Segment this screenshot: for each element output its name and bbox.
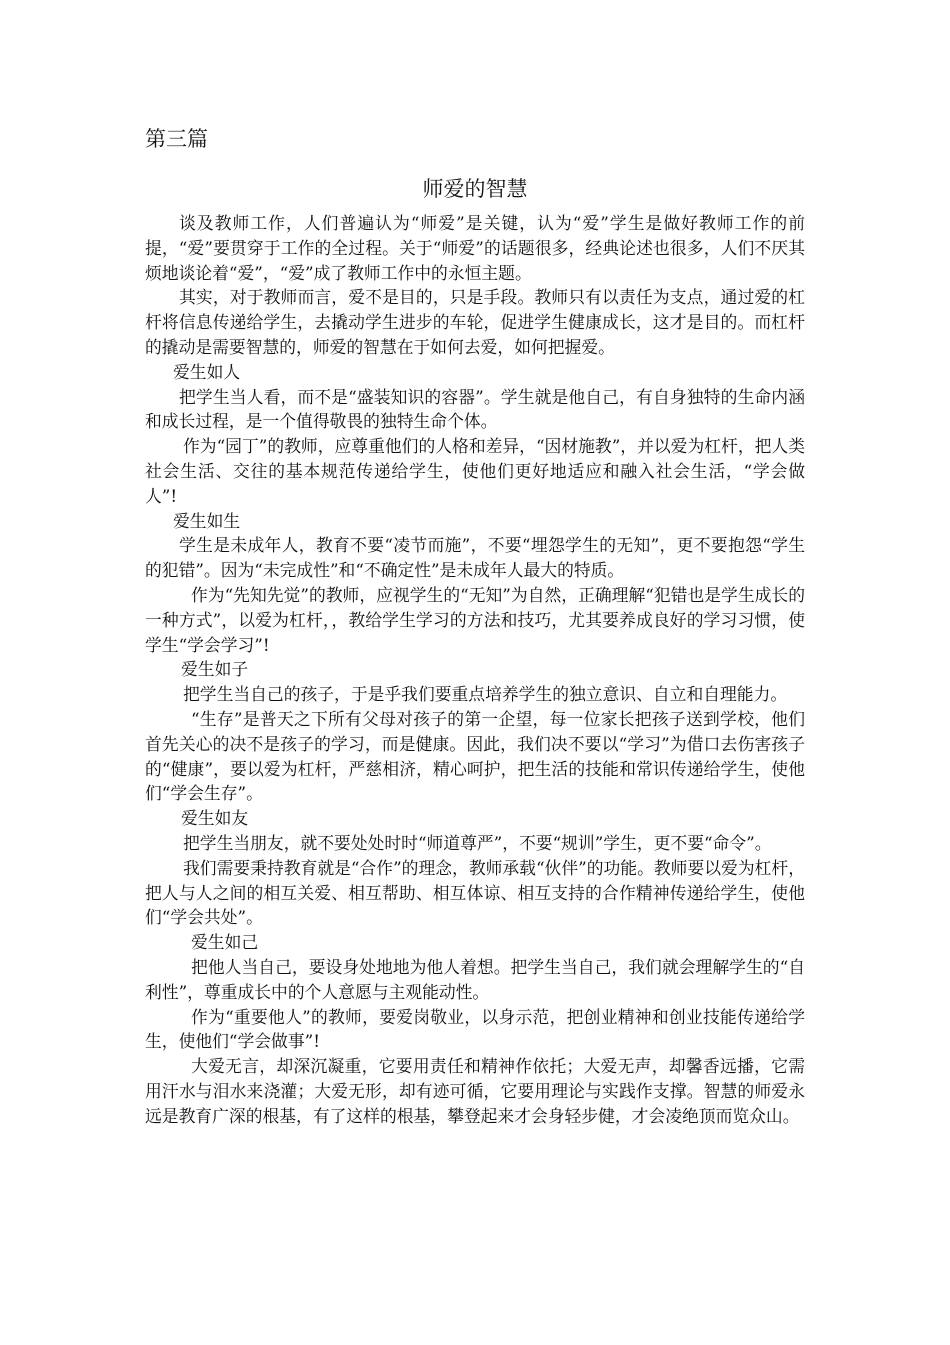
paragraph: 我们需要秉持教育就是“合作”的理念，教师承载“伙伴”的功能。教师要以爱为杠杆，把人与人之间的相互关爱、相互帮助、相互体谅、相互支持的合作精神传递给学生，使他们“学会共处”。 — [145, 857, 805, 928]
paragraph: “生存”是普天之下所有父母对孩子的第一企望，每一位家长把孩子送到学校，他们首先关心的决不是孩子的学习，而是健康。因此，我们决不要以“学习”为借口去伤害孩子的“健康”，要以爱为杠杆，严慈相济，精心呵护，把生活的技能和常识传递给学生，使他们“学会生存”。 — [145, 708, 805, 804]
paragraph-intro: 谈及教师工作，人们普遍认为“师爱”是关键，认为“爱”学生是做好教师工作的前提，“爱”要贯穿于工作的全过程。关于“师爱”的话题很多，经典论述也很多，人们不厌其烦地谈论着“爱”，“爱”成了教师工作中的永恒主题。 — [145, 213, 805, 283]
paragraph: 把他人当自己，要设身处地地为他人着想。把学生当自己，我们就会理解学生的“自利性”，尊重成长中的个人意愿与主观能动性。 — [145, 956, 805, 1002]
paragraph: 把学生当朋友，就不要处处时时“师道尊严”，不要“规训”学生，更不要“命令”。 — [183, 832, 772, 853]
paragraph-conclusion: 大爱无言，却深沉凝重，它要用责任和精神作依托；大爱无声，却馨香远播，它需用汗水与泪水来浇灌；大爱无形，却有迹可循，它要用理论与实践作支撑。智慧的师爱永远是教育广深的根基，有了这样的根基，攀登起来才会身轻步健，才会凌绝顶而览众山。 — [145, 1056, 805, 1126]
paragraph: 作为“园丁”的教师，应尊重他们的人格和差异，“因材施教”，并以爱为杠杆，把人类社会生活、交往的基本规范传递给学生，使他们更好地适应和融入社会生活，“学会做人”! — [145, 436, 805, 506]
paragraph: 学生是未成年人，教育不要“凌节而施”，不要“埋怨学生的无知”，更不要抱怨“学生的犯错”。因为“未完成性”和“不确定性”是未成年人最大的特质。 — [145, 535, 805, 581]
paragraph: 作为“重要他人”的教师，要爱岗敬业，以身示范，把创业精神和创业技能传递给学生，使他们“学会做事”! — [145, 1006, 805, 1052]
paragraph: 作为“先知先觉”的教师，应视学生的“无知”为自然，正确理解“犯错也是学生成长的一种方式”，以爱为杠杆，，教给学生学习的方法和技巧，尤其要养成良好的学习习惯，使学生“学会学习”! — [145, 584, 805, 655]
section-heading-ai-sheng-ru-ren: 爱生如人 — [173, 361, 241, 382]
paragraph: 把学生当人看，而不是“盛装知识的容器”。学生就是他自己，有自身独特的生命内涵和成长过程，是一个值得敬畏的独特生命个体。 — [145, 386, 805, 432]
paragraph: 把学生当自己的孩子，于是乎我们要重点培养学生的独立意识、自立和自理能力。 — [183, 684, 788, 705]
section-heading-ai-sheng-ru-zi: 爱生如子 — [181, 659, 249, 680]
section-heading-ai-sheng-ru-you: 爱生如友 — [181, 808, 249, 829]
section-heading-ai-sheng-ru-ji: 爱生如己 — [191, 932, 259, 953]
paragraph-purpose: 其实，对于教师而言，爱不是目的，只是手段。教师只有以责任为支点，通过爱的杠杆将信息传递给学生，去撬动学生进步的车轮，促进学生健康成长，这才是目的。而杠杆的撬动是需要智慧的，师爱的智慧在于如何去爱，如何把握爱。 — [145, 287, 805, 357]
article-body — [145, 211, 805, 1128]
chapter-heading: 第三篇 — [145, 127, 208, 151]
section-heading-ai-sheng-ru-sheng: 爱生如生 — [173, 510, 241, 531]
article-title: 师爱的智慧 — [422, 177, 528, 201]
